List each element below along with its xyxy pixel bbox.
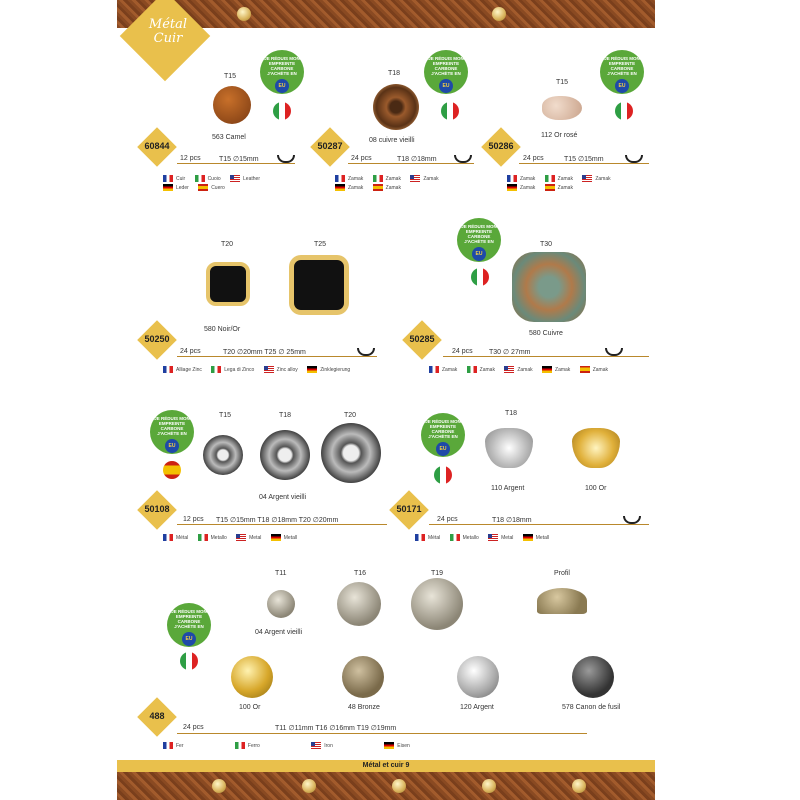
product-code-badge: 50108 — [137, 490, 177, 530]
rivet-icon — [572, 779, 586, 793]
rivet-icon — [237, 7, 251, 21]
button-04-argent-vieilli-t18 — [260, 430, 310, 480]
button-48-bronze — [342, 656, 384, 698]
spain-flag-icon — [163, 461, 181, 479]
button-112-or-rose — [542, 96, 582, 120]
page-footer: Métal et cuir 9 — [117, 760, 655, 772]
button-563-camel — [213, 86, 251, 124]
dimensions: T20 ∅20mm T25 ∅ 25mm — [223, 349, 306, 356]
shank-icon — [605, 348, 623, 356]
button-04-argent-vieilli-t19 — [411, 578, 463, 630]
eu-badge: JE RÉDUIS MON EMPREINTE CARBONE J'ACHÈTE EN EU — [421, 413, 465, 457]
category-title: Métal Cuir — [148, 17, 188, 46]
eu-badge: JE RÉDUIS MON EMPREINTE CARBONE J'ACHÈTE EN EU — [457, 218, 501, 262]
button-580-noir-or-t20 — [206, 262, 250, 306]
materials-list: Zamak Zamak Zamak Zamak Zamak — [335, 175, 485, 193]
product-label: 563 Camel — [212, 134, 246, 141]
product-label: 112 Or rosé — [541, 132, 578, 139]
pcs-count: 24 pcs — [180, 348, 201, 355]
dimensions: T18 ∅18mm — [397, 156, 437, 163]
rivet-icon — [482, 779, 496, 793]
eu-badge: JE RÉDUIS MON EMPREINTE CARBONE J'ACHÈTE EN EU — [167, 603, 211, 647]
button-04-argent-vieilli-t11 — [267, 590, 295, 618]
dimensions: T15 ∅15mm — [219, 156, 259, 163]
product-label: 48 Bronze — [348, 704, 380, 711]
button-100-or — [572, 428, 620, 468]
pcs-count: 24 pcs — [452, 348, 473, 355]
shank-icon — [357, 348, 375, 356]
pcs-count: 24 pcs — [351, 155, 372, 162]
eu-badge: JE RÉDUIS MON EMPREINTE CARBONE J'ACHÈTE EN EU — [260, 50, 304, 94]
italy-flag-icon — [441, 102, 459, 120]
size-label: T20 — [221, 241, 234, 248]
size-label: T16 — [354, 570, 367, 577]
button-profile-view — [537, 588, 587, 614]
button-04-argent-vieilli-t15 — [203, 435, 243, 475]
shank-icon — [277, 155, 295, 163]
materials-list: Zamak Zamak Zamak Zamak Zamak — [429, 366, 655, 375]
button-110-argent — [485, 428, 533, 468]
size-label: T18 — [279, 412, 292, 419]
product-code-badge: 50285 — [402, 320, 442, 360]
materials-list: Zamak Zamak Zamak Zamak Zamak — [507, 175, 653, 193]
size-label: T18 — [388, 70, 401, 77]
rivet-icon — [392, 779, 406, 793]
size-label: T15 — [219, 412, 232, 419]
product-code-badge: 488 — [137, 697, 177, 737]
product-label: 04 Argent vieilli — [255, 629, 303, 636]
product-code-badge: 50286 — [481, 127, 521, 167]
pcs-count: 24 pcs — [523, 155, 544, 162]
category-badge — [125, 0, 205, 80]
pcs-count: 24 pcs — [437, 516, 458, 523]
pcs-count: 12 pcs — [183, 516, 204, 523]
product-label: 04 Argent vieilli — [259, 494, 307, 501]
shank-icon — [454, 155, 472, 163]
italy-flag-icon — [180, 652, 198, 670]
catalog-page — [117, 0, 655, 800]
product-label: 08 cuivre vieilli — [369, 137, 415, 144]
dimensions: T30 ∅ 27mm — [489, 349, 531, 356]
product-code-badge: 50287 — [310, 127, 350, 167]
italy-flag-icon — [273, 102, 291, 120]
shank-icon — [625, 155, 643, 163]
button-08-cuivre-vieilli — [373, 84, 419, 130]
product-label: 580 Cuivre — [529, 330, 563, 337]
product-label: 578 Canon de fusil — [562, 704, 621, 711]
size-label: T11 — [275, 570, 287, 577]
product-label: 110 Argent — [491, 485, 525, 492]
product-code-badge: 50250 — [137, 320, 177, 360]
dimensions: T15 ∅15mm T18 ∅18mm T20 ∅20mm — [216, 517, 339, 524]
italy-flag-icon — [471, 268, 489, 286]
product-label: 100 Or — [239, 704, 261, 711]
shank-icon — [623, 516, 641, 524]
dimensions: T11 ∅11mm T16 ∅16mm T19 ∅19mm — [275, 725, 397, 732]
dimensions: T18 ∅18mm — [492, 517, 532, 524]
product-code-badge: 60844 — [137, 127, 177, 167]
rivet-icon — [212, 779, 226, 793]
button-04-argent-vieilli-t16 — [337, 582, 381, 626]
materials-list: Cuir Cuoio Leather Leder Cuero — [163, 175, 303, 193]
size-label: T19 — [431, 570, 444, 577]
pcs-count: 24 pcs — [183, 724, 204, 731]
product-label: 100 Or — [585, 485, 607, 492]
italy-flag-icon — [434, 466, 452, 484]
product-label: 580 Noir/Or — [204, 326, 241, 333]
size-label: T18 — [505, 410, 518, 417]
dimensions: T15 ∅15mm — [564, 156, 604, 163]
size-label: T15 — [556, 79, 569, 86]
button-578-canon-de-fusil — [572, 656, 614, 698]
eu-badge: JE RÉDUIS MON EMPREINTE CARBONE J'ACHÈTE EN EU — [150, 410, 194, 454]
materials-list: Fer Ferro Iron Eisen — [163, 742, 463, 751]
button-100-or — [231, 656, 273, 698]
rivet-icon — [302, 779, 316, 793]
materials-list: Métal Metallo Metal Metall — [163, 534, 393, 543]
eu-badge: JE RÉDUIS MON EMPREINTE CARBONE J'ACHÈTE EN EU — [424, 50, 468, 94]
materials-list: Métal Metallo Metal Metall — [415, 534, 645, 543]
size-label: T20 — [344, 412, 357, 419]
button-120-argent — [457, 656, 499, 698]
button-580-cuivre — [512, 252, 586, 322]
product-code-badge: 50171 — [389, 490, 429, 530]
button-04-argent-vieilli-t20 — [321, 423, 381, 483]
pcs-count: 12 pcs — [180, 155, 201, 162]
button-580-noir-or-t25 — [289, 255, 349, 315]
leather-bottom-band — [117, 772, 655, 800]
product-label: 120 Argent — [460, 704, 494, 711]
eu-badge: JE RÉDUIS MON EMPREINTE CARBONE J'ACHÈTE EN EU — [600, 50, 644, 94]
size-label: T15 — [224, 73, 237, 80]
materials-list: Alliage Zinc Lega di Zinco Zinc alloy Zinklegierung — [163, 366, 393, 375]
size-label: Profil — [554, 570, 570, 577]
size-label: T30 — [540, 241, 553, 248]
italy-flag-icon — [615, 102, 633, 120]
size-label: T25 — [314, 241, 327, 248]
rivet-icon — [492, 7, 506, 21]
